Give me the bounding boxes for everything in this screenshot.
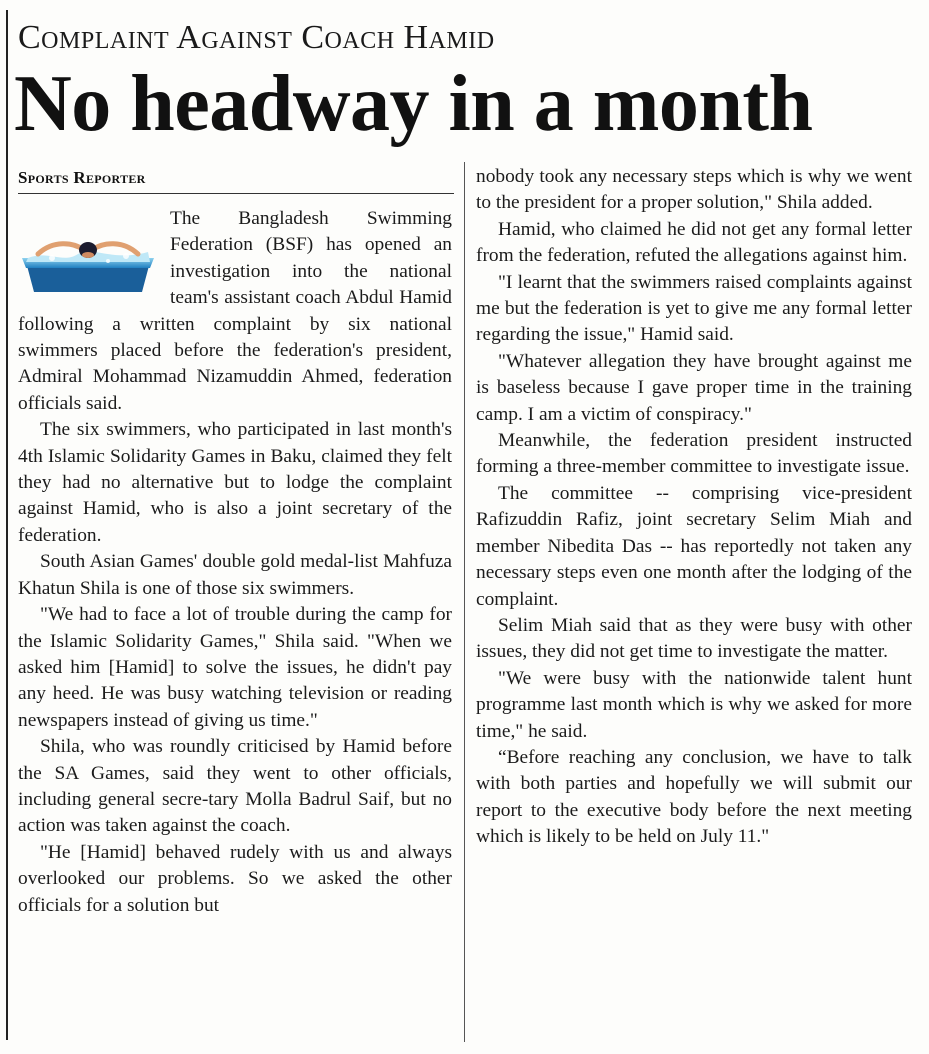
paragraph: nobody took any necessary steps which is why we went to the president for a proper solution," Shila added. [476,166,912,214]
paragraph: Meanwhile, the federation president instructed forming a three-member committee to investigate issue. [476,430,912,478]
left-border-rule [6,10,8,1040]
kicker: Complaint Against Coach Hamid [18,19,495,56]
paragraph: "Whatever allegation they have brought against me is baseless because I gave proper time in the training camp. I am a victim of conspiracy." [476,350,912,425]
paragraph: The Bangladesh Swimming Federation (BSF) has opened an investigation into the national team's assistant coach Abdul Hamid following a written complaint by six national swimmers placed before the federation's president, Admiral Mohammad Nizamuddin Ahmed, federation officials said. [18,208,452,414]
paragraph: Shila, who was roundly criticised by Hamid before the SA Games, said they went to other officials, including general secre-tary Molla Badrul Saif, but no action was taken against the coach. [18,736,452,837]
paragraph: “Before reaching any conclusion, we have to talk with both parties and hopefully we will submit our report to the executive body before the next meeting which is likely to be held on July 11." [476,746,912,848]
headline: No headway in a month [14,60,813,148]
paragraph: South Asian Games' double gold medal-list Mahfuza Khatun Shila is one of those six swimmers. [18,551,452,599]
paragraph: Selim Miah said that as they were busy with other issues, they did not get time to investigate the matter. [476,614,912,663]
paragraph: Hamid, who claimed he did not get any formal letter from the federation, refuted the allegations against him. [476,218,912,267]
paragraph: The committee -- comprising vice-president Rafizuddin Rafiz, joint secretary Selim Miah and member Nibedita Das -- has reportedly not taken any necessary steps even one month after the lodging of the complaint. [476,482,912,610]
paragraph: "He [Hamid] behaved rudely with us and always overlooked our problems. So we asked the other officials for a solution but [18,841,452,916]
article-column-2 [476,164,912,1042]
byline-rule [18,193,454,194]
paragraph: "I learnt that the swimmers raised complaints against me but the federation is yet to give me any formal letter regarding the issue," Hamid said. [476,271,912,346]
byline: Sports Reporter [18,168,146,187]
swimmer-photo-icon [18,228,158,298]
column-divider [464,162,465,1042]
paragraph: The six swimmers, who participated in last month's 4th Islamic Solidarity Games in Baku, claimed they felt they had no alternative but to lodge the complaint against Hamid, who is also a joint secretary of the federation. [18,419,452,546]
paragraph: "We were busy with the nationwide talent hunt programme last month which is why we asked for more time," he said. [476,667,912,742]
article-column-1 [18,206,452,1042]
paragraph: "We had to face a lot of trouble during the camp for the Islamic Solidarity Games," Shila said. "When we asked him [Hamid] to solve the issues, he didn't pay any heed. He was busy watching television or reading newspapers instead of giving us time." [18,604,452,731]
